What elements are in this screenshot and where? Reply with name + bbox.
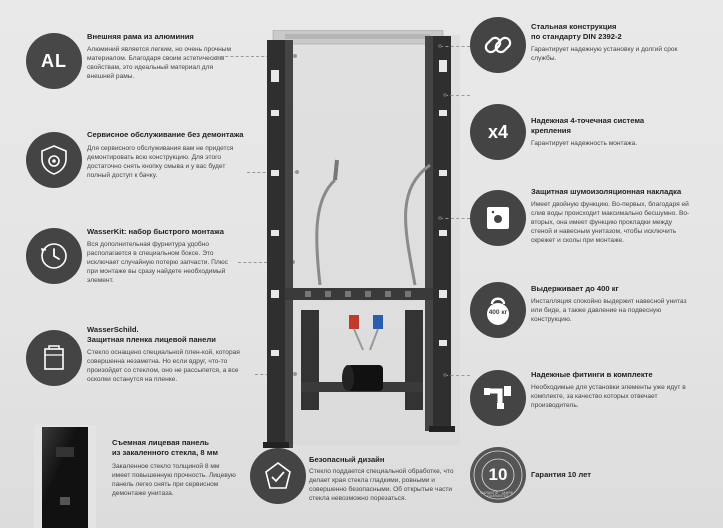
wasserschild-title: WasserSchild. bbox=[87, 325, 139, 334]
wasserkit-title: WasserKit: набор быстрого монтажа bbox=[87, 227, 224, 236]
wasserkit-desc: Вся дополнительная фурнитура удобно располагается в специальном боксе. Это исключает случайную потерю запчасти. Плюс при монтаже вы сразу найдете необходимый элемент. bbox=[87, 241, 228, 285]
installation-frame-image bbox=[255, 30, 475, 450]
load-title: Выдерживает до 400 кг bbox=[531, 284, 619, 293]
connector-line bbox=[445, 95, 470, 96]
service-title: Сервисное обслуживание без демонтажа bbox=[87, 130, 244, 139]
connector-dot bbox=[438, 44, 442, 48]
glass-panel-desc: Закаленное стекло толщиной 8 мм имеет повышенную прочность. Лицевую панель легко снять при сервисном демонтаже унитаза. bbox=[112, 463, 236, 498]
connector-dot bbox=[443, 93, 447, 97]
fixing-icon-label: x4 bbox=[487, 121, 509, 142]
safe-design-desc: Стекло поддается специальной обработке, что делает края стекла гладкими, ровными и совершенно безопасными. Об открытые части стекла невозможно порезаться. bbox=[309, 468, 454, 503]
aluminium-title: Внешняя рама из алюминия bbox=[87, 32, 194, 41]
wasserkit-icon bbox=[26, 228, 82, 284]
connector-line bbox=[440, 218, 470, 219]
aluminium-icon bbox=[26, 33, 82, 89]
wasserschild-desc: Стекло оснащено специальной плен-кой, которая совершенна незаметна. Но если вдруг, что-то произойдет со стеклом, оно не рассыпется, а все осколки останутся на пленке. bbox=[87, 349, 240, 384]
fitting-icon bbox=[470, 370, 526, 426]
glass-panel-image bbox=[34, 425, 96, 528]
warranty-badge-icon bbox=[470, 447, 526, 503]
fixing-title: Надежная 4-точечная система bbox=[531, 116, 645, 125]
warranty-badge-number: 10 bbox=[488, 465, 508, 484]
glass-panel-title2: из закаленного стекла, 8 мм bbox=[112, 448, 218, 457]
steel-title2: по стандарту DIN 2392-2 bbox=[531, 32, 622, 41]
safe-design-title: Безопасный дизайн bbox=[309, 455, 385, 464]
fixing-icon bbox=[470, 104, 526, 160]
fittings-title: Надежные фитинги в комплекте bbox=[531, 370, 653, 379]
connector-dot bbox=[438, 216, 442, 220]
connector-line bbox=[445, 375, 470, 376]
service-icon bbox=[26, 132, 82, 188]
warranty-title: Гарантия 10 лет bbox=[531, 470, 591, 479]
wasserschild-title2: Защитная пленка лицевой панели bbox=[87, 335, 216, 344]
steel-title: Стальная конструкция bbox=[531, 22, 617, 31]
chain-link-icon bbox=[470, 17, 526, 73]
load-desc: Инсталляция спокойно выдержит навесной унитаз или биде, а также давление на подвесную конструкцию. bbox=[531, 298, 687, 324]
fittings-desc: Необходимые для установки элементы уже идут в комплекте, за качество которых отвечает производитель. bbox=[531, 384, 686, 410]
soundproof-pad-icon bbox=[470, 190, 526, 246]
connector-line bbox=[440, 46, 470, 47]
service-desc: Для сервисного обслуживания вам не придется демонтировать всю конструкцию. Для этого достаточно снять кнопку смыва и у вас будет полный доступ к бачку. bbox=[87, 145, 234, 180]
connector-dot bbox=[443, 373, 447, 377]
warranty-badge-ring: GARANTIE · JAHRE · GUARANTEE bbox=[480, 491, 516, 499]
soundproof-desc: Имеет двойную функцию. Во-первых, благодаря ей слив воды происходит максимально бесшумно. Во-вторых, она имеет функцию прокладки между стеной и навесным унитазом, чтобы исключить скрежет и сколы при монтаже. bbox=[531, 201, 690, 245]
safe-design-icon bbox=[250, 448, 306, 504]
steel-desc: Гарантирует надежную установку и долгий срок службы. bbox=[531, 46, 678, 63]
fixing-title2: крепления bbox=[531, 126, 571, 135]
aluminium-desc: Алюминий является легким, но очень прочным материалом. Благодаря своим эстетическим свойствам, это идеальный материал для внешней рамы. bbox=[87, 46, 232, 81]
aluminium-icon-label: AL bbox=[41, 50, 67, 71]
kettlebell-icon bbox=[470, 282, 526, 338]
soundproof-title: Защитная шумоизоляционная накладка bbox=[531, 187, 682, 196]
kettlebell-label: 400 кг bbox=[488, 309, 508, 316]
wasserschild-icon bbox=[26, 330, 82, 386]
glass-panel-title: Съемная лицевая панель bbox=[112, 438, 209, 447]
fixing-desc: Гарантирует надежность монтажа. bbox=[531, 140, 638, 147]
